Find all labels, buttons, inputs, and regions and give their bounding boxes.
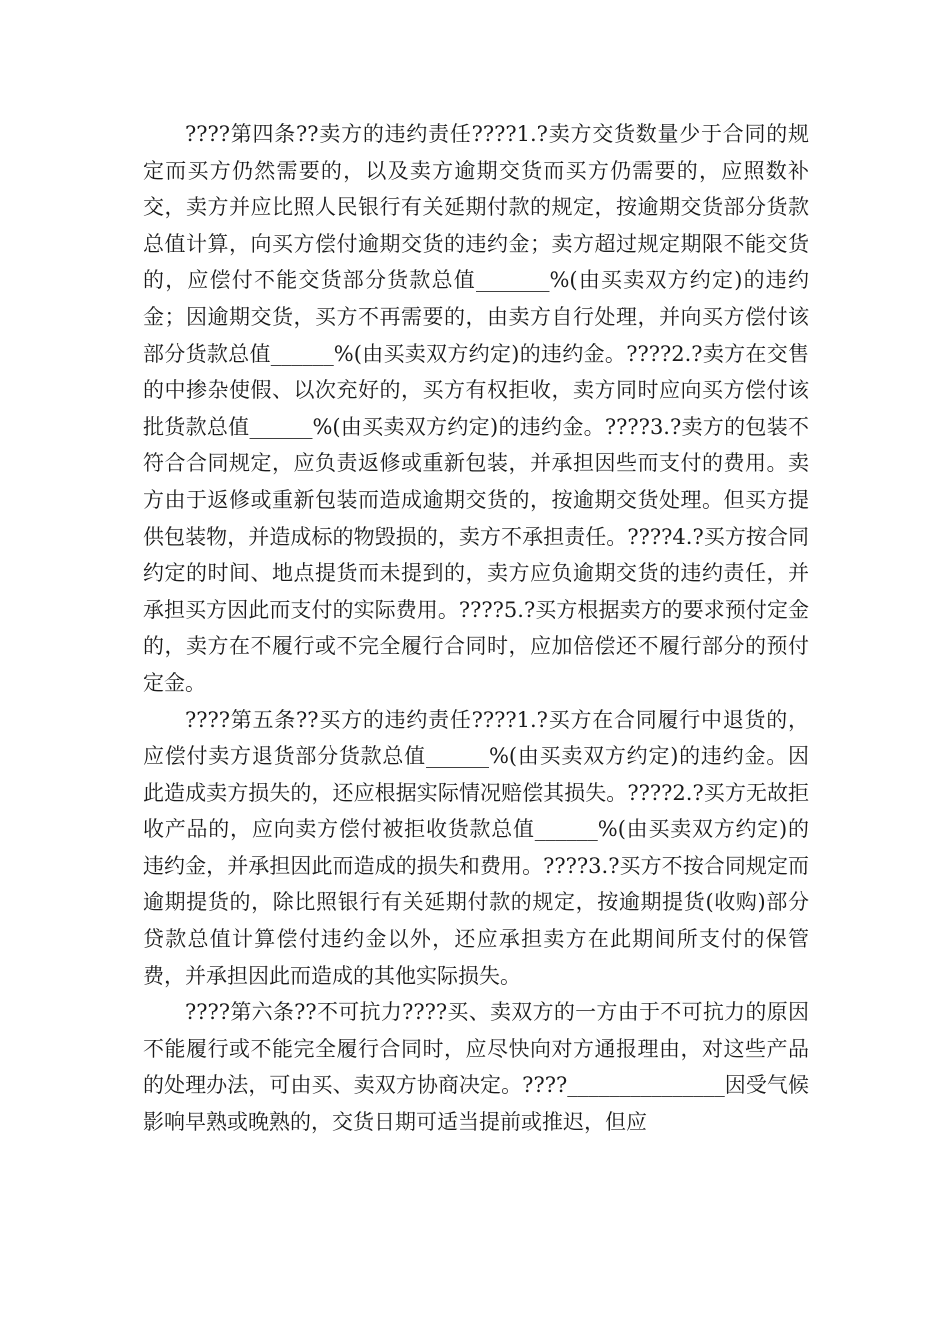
document-body (143, 116, 809, 1141)
paragraph-seller-liability: ????第四条??卖方的违约责任????1.?卖方交货数量少于合同的规定而买方仍然需要的，以及卖方逾期交货而买方仍需要的，应照数补交，卖方并应比照人民银行有关延期付款的规定，按逾期交货部分货款总值计算，向买方偿付逾期交货的违约金；卖方超过规定期限不能交货的，应偿付不能交货部分货款总值_______%(由买卖双方约定)的违约金；因逾期交货，买方不再需要的，由卖方自行处理，并向买方偿付该部分货款总值______%(由买卖双方约定)的违约金。????2.?卖方在交售的中掺杂使假、以次充好的，买方有权拒收，卖方同时应向买方偿付该批货款总值______%(由买卖双方约定)的违约金。????3.?卖方的包装不符合合同规定，应负责返修或重新包装，并承担因些而支付的费用。卖方由于返修或重新包装而造成逾期交货的，按逾期交货处理。但买方提供包装物，并造成标的物毁损的，卖方不承担责任。????4.?买方按合同约定的时间、地点提货而未提到的，卖方应负逾期交货的违约责任，并承担买方因此而支付的实际费用。????5.?买方根据卖方的要求预付定金的，卖方在不履行或不完全履行合同时，应加倍偿还不履行部分的预付定金。 (143, 122, 809, 695)
paragraph-force-majeure: ????第六条??不可抗力????买、卖双方的一方由于不可抗力的原因不能履行或不能完全履行合同时，应尽快向对方通报理由，对这些产品的处理办法，可由买、卖双方协商决定。????_______________因受气候影响早熟或晚熟的，交货日期可适当提前或推迟，但应 (143, 1000, 809, 1135)
paragraph-buyer-liability: ????第五条??买方的违约责任????1.?买方在合同履行中退货的，应偿付卖方退货部分货款总值______%(由买卖双方约定)的违约金。因此造成卖方损失的，还应根据实际情况赔偿其损失。????2.?买方无故拒收产品的，应向卖方偿付被拒收货款总值______%(由买卖双方约定)的违约金，并承担因此而造成的损失和费用。????3.?买方不按合同规定而逾期提货的，除比照银行有关延期付款的规定，按逾期提货(收购)部分贷款总值计算偿付违约金以外，还应承担卖方在此期间所支付的保管费，并承担因此而造成的其他实际损失。 (143, 707, 809, 988)
